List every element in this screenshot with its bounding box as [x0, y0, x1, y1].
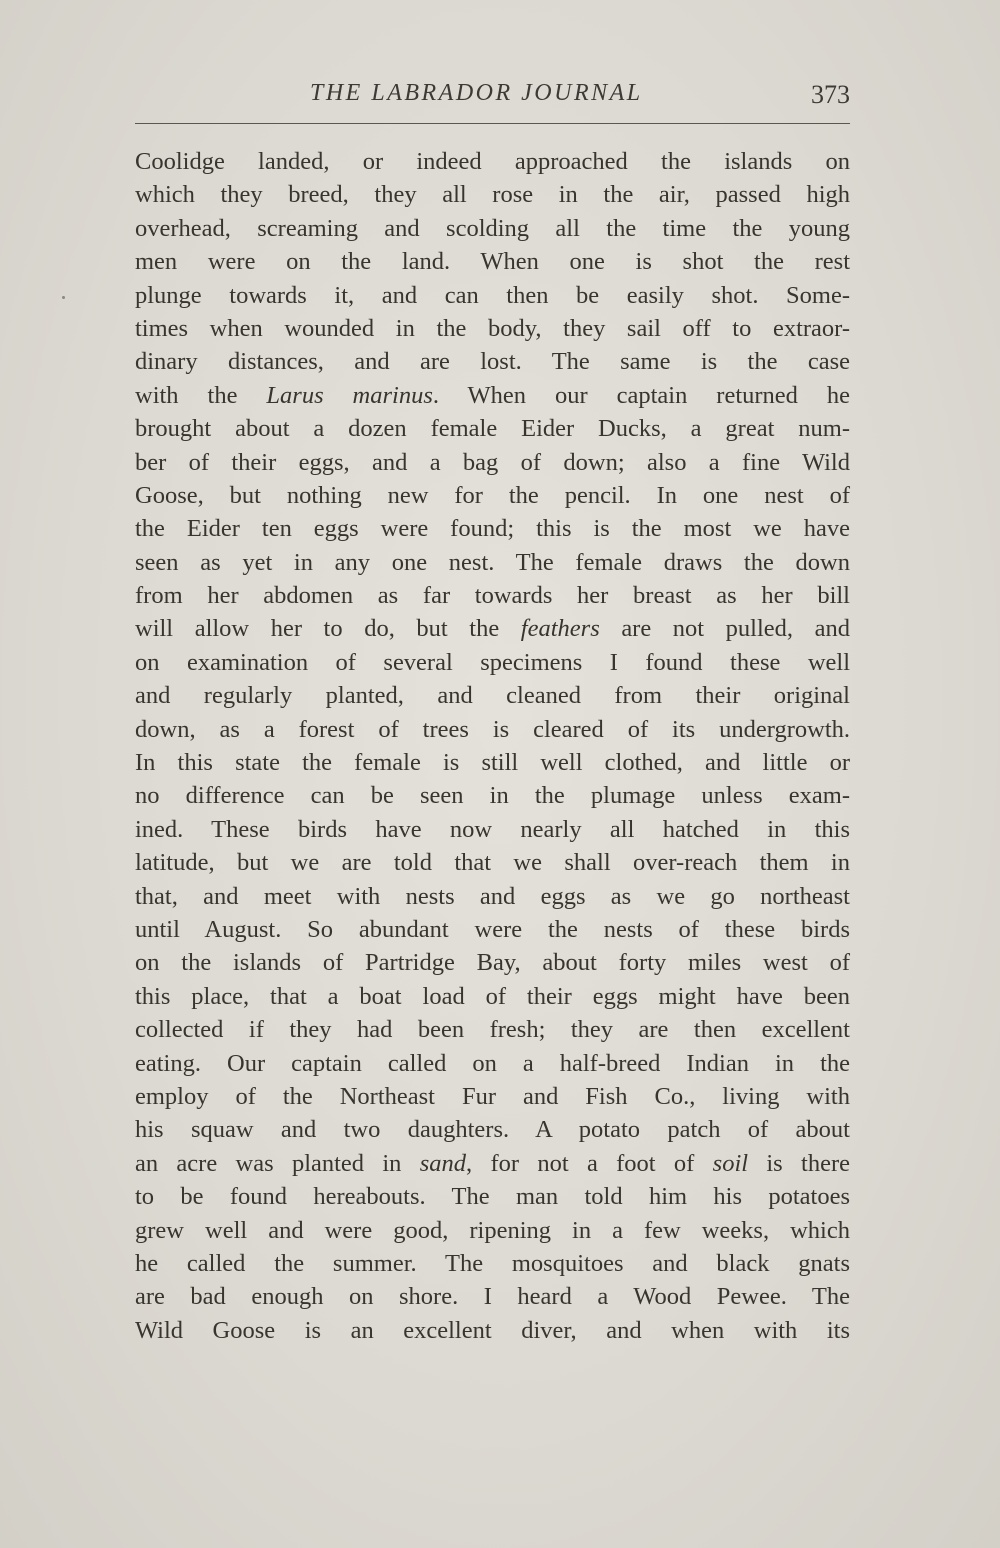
- text-line: [135, 579, 850, 612]
- text-line: [135, 880, 850, 913]
- text-segment: grew well and were good, ripening in a few weeks, which: [135, 1216, 850, 1244]
- italic-text: Larus marinus: [266, 381, 433, 409]
- text-segment: dinary distances, and are lost. The same is the case: [135, 348, 850, 376]
- text-segment: seen as yet in any one nest. The female draws the down: [135, 548, 850, 576]
- text-line: [135, 612, 850, 645]
- text-line: [135, 1147, 850, 1180]
- text-line: [135, 178, 850, 211]
- header-rule: [135, 123, 850, 124]
- text-line: [135, 479, 850, 512]
- text-line: [135, 1280, 850, 1313]
- running-head: [135, 80, 850, 114]
- text-segment: will allow her to do, but the: [135, 615, 521, 643]
- text-segment: on the islands of Partridge Bay, about forty miles west of: [135, 949, 850, 977]
- text-line: [135, 1080, 850, 1113]
- text-line: [135, 1247, 850, 1280]
- text-line: [135, 846, 850, 879]
- text-segment: down, as a forest of trees is cleared of its undergrowth.: [135, 715, 850, 743]
- text-segment: on examination of several specimens I found these well: [135, 648, 850, 676]
- text-segment: his squaw and two daughters. A potato patch of about: [135, 1116, 850, 1144]
- text-segment: latitude, but we are told that we shall over-reach them in: [135, 849, 850, 877]
- text-segment: ber of their eggs, and a bag of down; also a fine Wild: [135, 448, 850, 476]
- text-segment: Wild Goose is an excellent diver, and when with its: [135, 1316, 850, 1344]
- text-segment: that, and meet with nests and eggs as we go northeast: [135, 882, 850, 910]
- text-line: [135, 1013, 850, 1046]
- text-segment: with the: [135, 381, 267, 409]
- text-line: [135, 713, 850, 746]
- text-segment: is there: [748, 1149, 850, 1177]
- text-line: [135, 212, 850, 245]
- text-line: [135, 512, 850, 545]
- text-segment: from her abdomen as far towards her breast as her bill: [135, 582, 850, 610]
- text-segment: Goose, but nothing new for the pencil. In one nest of: [135, 481, 850, 509]
- text-segment: eating. Our captain called on a half-breed Indian in the: [135, 1049, 850, 1077]
- text-line: [135, 1113, 850, 1146]
- italic-text: feathers: [520, 615, 600, 643]
- text-segment: In this state the female is still well clothed, and little or: [135, 749, 850, 777]
- text-segment: are not pulled, and: [599, 615, 850, 643]
- text-segment: ined. These birds have now nearly all hatched in this: [135, 815, 850, 843]
- text-line: [135, 446, 850, 479]
- text-segment: brought about a dozen female Eider Ducks, a great num-: [135, 415, 850, 443]
- text-line: [135, 646, 850, 679]
- text-line: [135, 679, 850, 712]
- text-segment: overhead, screaming and scolding all the time the young: [135, 214, 850, 242]
- text-line: [135, 746, 850, 779]
- text-line: [135, 145, 850, 178]
- journal-title: THE LABRADOR JOURNAL: [310, 80, 643, 106]
- text-segment: until August. So abundant were the nests of these birds: [135, 915, 850, 943]
- text-line: [135, 379, 850, 412]
- text-line: [135, 1214, 850, 1247]
- text-line: [135, 345, 850, 378]
- text-segment: which they breed, they all rose in the air, passed high: [135, 181, 850, 209]
- text-line: [135, 312, 850, 345]
- page-number: 373: [811, 80, 850, 109]
- text-line: [135, 1180, 850, 1213]
- italic-text: sand: [419, 1149, 467, 1177]
- text-line: [135, 279, 850, 312]
- italic-text: soil: [712, 1149, 749, 1177]
- text-segment: collected if they had been fresh; they are then excellent: [135, 1016, 850, 1044]
- text-segment: times when wounded in the body, they sail off to extraor-: [135, 314, 850, 342]
- text-segment: employ of the Northeast Fur and Fish Co., living with: [135, 1082, 850, 1110]
- text-line: [135, 245, 850, 278]
- text-line: [135, 980, 850, 1013]
- text-line: [135, 546, 850, 579]
- text-segment: and regularly planted, and cleaned from their original: [135, 682, 850, 710]
- text-segment: , for not a foot of: [466, 1149, 713, 1177]
- text-segment: he called the summer. The mosquitoes and black gnats: [135, 1249, 850, 1277]
- text-segment: Coolidge landed, or indeed approached the islands on: [135, 148, 850, 175]
- text-line: [135, 412, 850, 445]
- text-segment: the Eider ten eggs were found; this is the most we have: [135, 515, 850, 543]
- text-line: [135, 1047, 850, 1080]
- text-segment: this place, that a boat load of their eggs might have been: [135, 982, 850, 1010]
- text-segment: plunge towards it, and can then be easily shot. Some-: [135, 281, 850, 309]
- text-segment: men were on the land. When one is shot the rest: [135, 248, 850, 276]
- text-line: [135, 913, 850, 946]
- text-segment: are bad enough on shore. I heard a Wood Pewee. The: [135, 1283, 850, 1311]
- text-segment: to be found hereabouts. The man told him his potatoes: [135, 1183, 850, 1211]
- text-segment: an acre was planted in: [135, 1149, 420, 1177]
- margin-speck: [62, 296, 65, 299]
- text-line: [135, 813, 850, 846]
- body-text: [135, 145, 850, 1347]
- text-line: [135, 1314, 850, 1347]
- text-line: [135, 946, 850, 979]
- text-line: [135, 779, 850, 812]
- text-segment: no difference can be seen in the plumage unless exam-: [135, 782, 850, 810]
- text-segment: . When our captain returned he: [432, 381, 850, 409]
